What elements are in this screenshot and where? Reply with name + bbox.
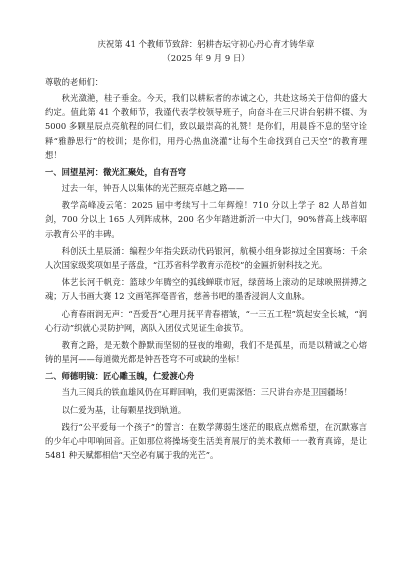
section-1-paragraph: 教育之路，是无数个静默而坚韧的昼夜的堆砌，我们不是孤星，而是以精诚之心熔铸的星河——每道微光都是钟吾苍穹不可或缺的坐标！ bbox=[45, 340, 367, 365]
document-page bbox=[45, 38, 367, 465]
document-title: 庆祝第 41 个教师节致辞：躬耕杏坛守初心丹心育才铸华章 bbox=[97, 39, 315, 49]
salutation: 尊敬的老师们： bbox=[45, 77, 104, 87]
section-1-paragraph: 体艺长河千帆竞：篮球少年腾空的弧线蝉联市冠，绿茵场上滚动的足球映照拼搏之魂；万人书画大赛 12 文画笔挥毫晋省，慈善书吧的墨香浸润人文血脉。 bbox=[45, 277, 367, 302]
intro-paragraph: 秋光潋滟，桂子垂金。今天，我们以耕耘者的赤诚之心，共赴这场关于信仰的盛大约定。值此第 41 个教师节，我谨代表学校领导班子，向奋斗在三尺讲台躬耕不辍、为 5000 多颗星辰点亮航程的同仁们，致以最崇高的礼赞！是你们，用晨昏不息的坚守诠释“雅静思行”的校训；是你们，用丹心热血浇灌“让每个生命找到自己天空”的教育理想！ bbox=[45, 93, 367, 160]
document-date: （2025 年 9 月 9 日） bbox=[162, 53, 250, 63]
section-1-paragraph: 教学高峰凌云笔：2025 届中考续写十二年辉煌！710 分以上学子 82 人昂首如剑，700 分以上 165 人列阵成林，200 名少年踏进新沂一中大门，90%普高上线率昭示教育公平的丰碑。 bbox=[45, 200, 367, 239]
section-2-paragraph: 当九三阅兵的铁血雄风仍在耳畔回响，我们更需深悟：三尺讲台亦是卫国疆场！ bbox=[61, 387, 352, 398]
section-1-paragraph: 过去一年，钟吾人以集体的光芒照亮卓越之路—— bbox=[61, 183, 245, 194]
section-2-paragraph: 以仁爱为基，让每颗星找到轨道。 bbox=[61, 404, 187, 415]
section-2-heading: 二、师德明镜：匠心雕玉魄，仁爱渡心舟 bbox=[45, 371, 195, 382]
section-1-heading: 一、回望星河：微光汇聚处，自有吾穹 bbox=[45, 167, 187, 178]
section-1-paragraph: 心育春雨润无声：“吾爱吾”心理月抚平青春褶皱，“一三五工程”筑起安全长城，“润心行动”织就心灵防护网，离队入团仪式见证生命拔节。 bbox=[45, 308, 367, 333]
section-1-paragraph: 科创沃土星辰涌：编程少年指尖跃动代码银河，航模小组身影掠过全国赛场：千余人次国家级奖项如星子落盘，“江苏省科学教育示范校”的金匾折射科技之光。 bbox=[45, 245, 367, 271]
section-2-paragraph: 践行“公平爱每一个孩子”的誓言：在数学薄弱生迷茫的眼底点燃希望，在沉默寡言的少年心中叩响回音。正如那位将操场变生活美育展厅的美术教师一一教育真谛，是让 5481 种天赋都相信“天空必有属于我的光芒”。 bbox=[45, 421, 367, 461]
